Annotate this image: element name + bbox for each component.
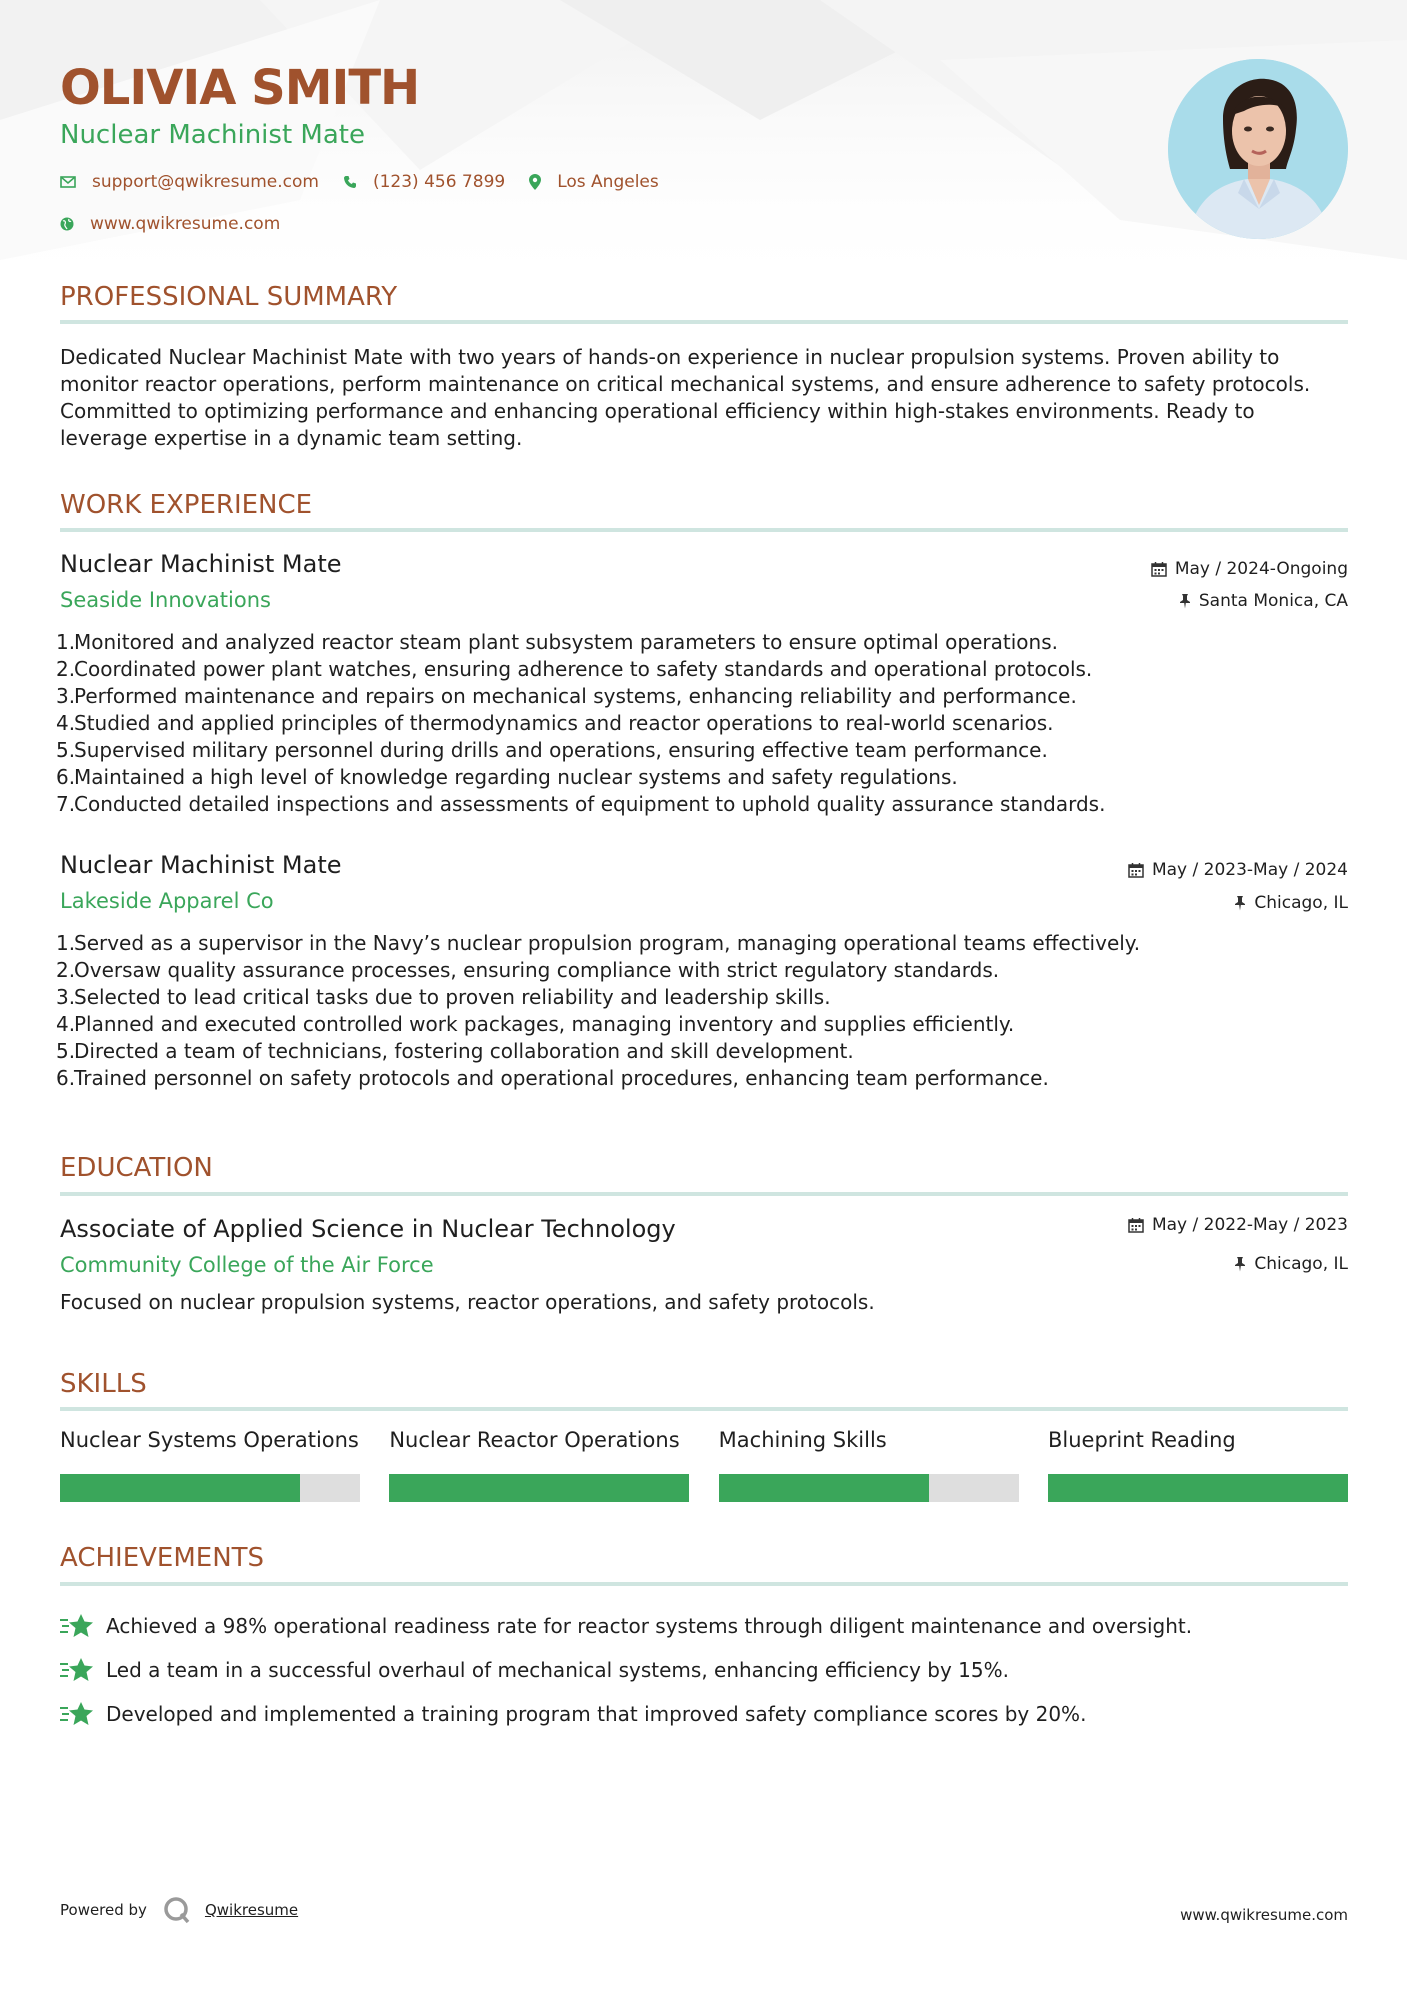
star-award-icon: [60, 1657, 94, 1683]
skill-level-fill: [389, 1474, 689, 1502]
achievements-heading: ACHIEVEMENTS: [60, 1543, 265, 1573]
achievements-list: [60, 1604, 1348, 1736]
section-divider: [60, 528, 1348, 532]
skill-level-fill: [60, 1474, 300, 1502]
calendar-icon: [1128, 862, 1144, 878]
list-item: 4. Studied and applied principles of thermodynamics and reactor operations to real-world scenarios.: [56, 711, 1054, 735]
job-location: [1234, 893, 1348, 913]
website-text: www.qwikresume.com: [90, 214, 281, 234]
list-item: 1. Served as a supervisor in the Navy’s nuclear propulsion program, managing operational teams effectively.: [56, 931, 1141, 955]
education-date-text: May / 2022-May / 2023: [1151, 1215, 1348, 1235]
contact-phone[interactable]: [343, 172, 505, 192]
skill-level-bar: [389, 1474, 689, 1502]
list-item: 6. Maintained a high level of knowledge regarding nuclear systems and safety regulations.: [56, 765, 958, 789]
avatar-portrait-icon: [1168, 59, 1348, 239]
pushpin-icon: [1234, 895, 1246, 911]
achievement-text: Developed and implemented a training program that improved safety compliance scores by 20%.: [106, 1702, 1087, 1726]
list-item: 6. Trained personnel on safety protocols and operational procedures, enhancing team performance.: [56, 1066, 1049, 1090]
list-item: 3. Performed maintenance and repairs on mechanical systems, enhancing reliability and performance.: [56, 684, 1077, 708]
email-icon: [60, 176, 76, 188]
job-bullets: [56, 629, 1348, 818]
school-name: Community College of the Air Force: [60, 1253, 434, 1277]
section-divider: [60, 1192, 1348, 1196]
skill-name: Machining Skills: [718, 1428, 887, 1452]
job-company: Lakeside Apparel Co: [60, 889, 274, 913]
section-divider: [60, 1582, 1348, 1586]
contact-email[interactable]: [60, 172, 319, 192]
job-location: [1179, 591, 1348, 611]
list-item: 7. Conducted detailed inspections and assessments of equipment to uphold quality assurance standards.: [56, 792, 1106, 816]
skill-name: Nuclear Reactor Operations: [389, 1428, 680, 1452]
list-item: 3. Selected to lead critical tasks due to proven reliability and leadership skills.: [56, 985, 831, 1009]
calendar-icon: [1128, 1217, 1144, 1233]
job-location-text: Chicago, IL: [1254, 893, 1348, 913]
section-divider: [60, 1407, 1348, 1411]
job-company: Seaside Innovations: [60, 588, 271, 612]
skill-item: [1048, 1428, 1348, 1502]
contact-website[interactable]: [60, 214, 280, 234]
list-item: 2. Coordinated power plant watches, ensuring adherence to safety standards and operational protocols.: [56, 657, 1093, 681]
skill-name: Nuclear Systems Operations: [60, 1428, 359, 1452]
skill-level-fill: [719, 1474, 929, 1502]
contact-location: [529, 172, 659, 192]
job-bullets: [56, 930, 1348, 1092]
candidate-title: Nuclear Machinist Mate: [60, 120, 365, 150]
location-text: Los Angeles: [557, 172, 659, 192]
footer-powered-by: [60, 1896, 298, 1924]
email-text: support@qwikresume.com: [92, 172, 319, 192]
skill-item: [389, 1428, 689, 1502]
summary-heading: PROFESSIONAL SUMMARY: [60, 282, 398, 312]
map-pin-icon: [529, 174, 541, 190]
list-item: 4. Planned and executed controlled work packages, managing inventory and supplies efficiently.: [56, 1012, 1015, 1036]
job-date-text: May / 2024-Ongoing: [1174, 559, 1348, 579]
list-item: 1. Monitored and analyzed reactor steam plant subsystem parameters to ensure optimal operations.: [56, 630, 1058, 654]
pushpin-icon: [1234, 1256, 1246, 1272]
phone-icon: [343, 175, 357, 189]
skill-level-bar: [60, 1474, 360, 1502]
section-divider: [60, 320, 1348, 324]
qwikresume-logo-icon: [163, 1896, 191, 1924]
job-title: Nuclear Machinist Mate: [60, 851, 342, 879]
phone-text: (123) 456 7899: [372, 172, 506, 192]
star-award-icon: [60, 1701, 94, 1727]
skill-item: [719, 1428, 1019, 1502]
star-award-icon: [60, 1613, 94, 1639]
profile-photo: [1168, 59, 1348, 239]
education-description: Focused on nuclear propulsion systems, reactor operations, and safety protocols.: [60, 1290, 875, 1314]
skill-level-bar: [719, 1474, 1019, 1502]
candidate-name: OLIVIA SMITH: [60, 60, 420, 116]
job-location-text: Santa Monica, CA: [1198, 591, 1348, 611]
education-location-text: Chicago, IL: [1254, 1254, 1348, 1274]
degree-title: Associate of Applied Science in Nuclear Technology: [60, 1215, 676, 1243]
job-date: [1128, 860, 1348, 880]
globe-icon: [60, 217, 74, 231]
list-item: [60, 1648, 1348, 1692]
education-heading: EDUCATION: [60, 1153, 213, 1183]
list-item: 2. Oversaw quality assurance processes, ensuring compliance with strict regulatory standards.: [56, 958, 1000, 982]
job-title: Nuclear Machinist Mate: [60, 550, 342, 578]
summary-text: Dedicated Nuclear Machinist Mate with two years of hands-on experience in nuclear propulsion systems. Proven ability to monitor reactor operations, perform maintenance on critical mechanical systems, and ensure adherence to safety protocols. Committed to optimizing performance and enhancing operational efficiency within high-stakes environments. Ready to leverage expertise in a dynamic team setting.: [60, 345, 1311, 450]
experience-heading: WORK EXPERIENCE: [60, 490, 313, 520]
list-item: 5. Directed a team of technicians, fostering collaboration and skill development.: [56, 1039, 854, 1063]
skills-list: [60, 1428, 1348, 1502]
education-location: [1234, 1254, 1348, 1274]
achievement-text: Led a team in a successful overhaul of mechanical systems, enhancing efficiency by 15%.: [106, 1658, 1009, 1682]
skills-heading: SKILLS: [60, 1369, 147, 1399]
skill-item: [60, 1428, 360, 1502]
footer-website[interactable]: www.qwikresume.com: [1180, 1906, 1348, 1924]
achievement-text: Achieved a 98% operational readiness rate for reactor systems through diligent maintenance and oversight.: [106, 1614, 1193, 1638]
list-item: [60, 1692, 1348, 1736]
contact-row: [60, 172, 683, 192]
list-item: [60, 1604, 1348, 1648]
pushpin-icon: [1179, 593, 1191, 609]
brand-link[interactable]: Qwikresume: [204, 1901, 299, 1919]
education-date: [1128, 1215, 1348, 1235]
list-item: 5. Supervised military personnel during drills and operations, ensuring effective team performance.: [56, 738, 1048, 762]
calendar-icon: [1151, 561, 1167, 577]
job-date: [1151, 559, 1348, 579]
job-date-text: May / 2023-May / 2024: [1151, 860, 1348, 880]
contact-row-web: [60, 214, 304, 234]
skill-level-fill: [1048, 1474, 1348, 1502]
skill-name: Blueprint Reading: [1047, 1428, 1236, 1452]
skill-level-bar: [1048, 1474, 1348, 1502]
powered-by-label: Powered by: [60, 1901, 147, 1919]
